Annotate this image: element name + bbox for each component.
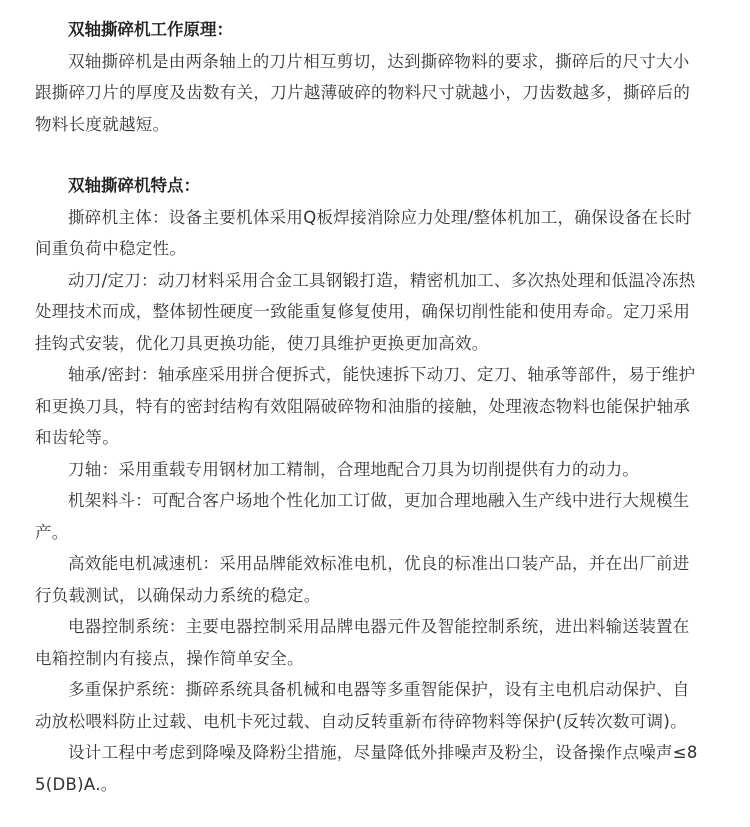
- paragraph-shredder-body: 撕碎机主体：设备主要机体采用Q板焊接消除应力处理/整体机加工，确保设备在长时间重负荷中稳定性。: [35, 207, 692, 258]
- section-heading-working-principle: 双轴撕碎机工作原理：: [68, 20, 233, 39]
- paragraph-noise-dust: 设计工程中考虑到降噪及降粉尘措施，尽量降低外排噪声及粉尘，设备操作点噪声≤85(DB)A.。: [35, 743, 698, 794]
- paragraph-motor-reducer: 高效能电机减速机：采用品牌能效标准电机，优良的标准出口装产品，并在出厂前进行负载测试，以确保动力系统的稳定。: [35, 554, 690, 605]
- section-spacer: [35, 140, 700, 170]
- document-body: [35, 14, 700, 800]
- paragraph-working-principle: 双轴撕碎机是由两条轴上的刀片相互剪切，达到撕碎物料的要求，撕碎后的尺寸大小跟撕碎刀片的厚度及齿数有关，刀片越薄破碎的物料尺寸就越小，刀齿数越多，撕碎后的物料长度就越短。: [35, 51, 691, 134]
- paragraph-bearing-seal: 轴承/密封：轴承座采用拼合便拆式，能快速拆下动刀、定刀、轴承等部件，易于维护和更换刀具，特有的密封结构有效阻隔破碎物和油脂的接触，处理液态物料也能保护轴承和齿轮等。: [35, 365, 696, 447]
- paragraph-blades: 动刀/定刀：动刀材料采用合金工具钢锻打造，精密机加工、多次热处理和低温冷冻热处理技术而成，整体韧性硬度一致能重复修复使用，确保切削性能和使用寿命。定刀采用挂钩式安装，优化刀具更换功能，使刀具维护更换更加高效。: [35, 270, 696, 353]
- paragraph-frame-hopper: 机架料斗：可配合客户场地个性化加工订做，更加合理地融入生产线中进行大规模生产。: [35, 491, 690, 542]
- paragraph-electrical-control: 电器控制系统：主要电器控制采用品牌电器元件及智能控制系统，进出料输送装置在电箱控制内有接点，操作简单安全。: [35, 617, 690, 668]
- section-heading-features: 双轴撕碎机特点：: [68, 176, 200, 195]
- paragraph-protection-system: 多重保护系统：撕碎系统具备机械和电器等多重智能保护，设有主电机启动保护、自动放松喂料防止过载、电机卡死过载、自动反转重新布待碎物料等保护(反转次数可调)。: [35, 680, 690, 731]
- paragraph-shaft: 刀轴：采用重载专用钢材加工精制，合理地配合刀具为切削提供有力的动力。: [68, 459, 640, 479]
